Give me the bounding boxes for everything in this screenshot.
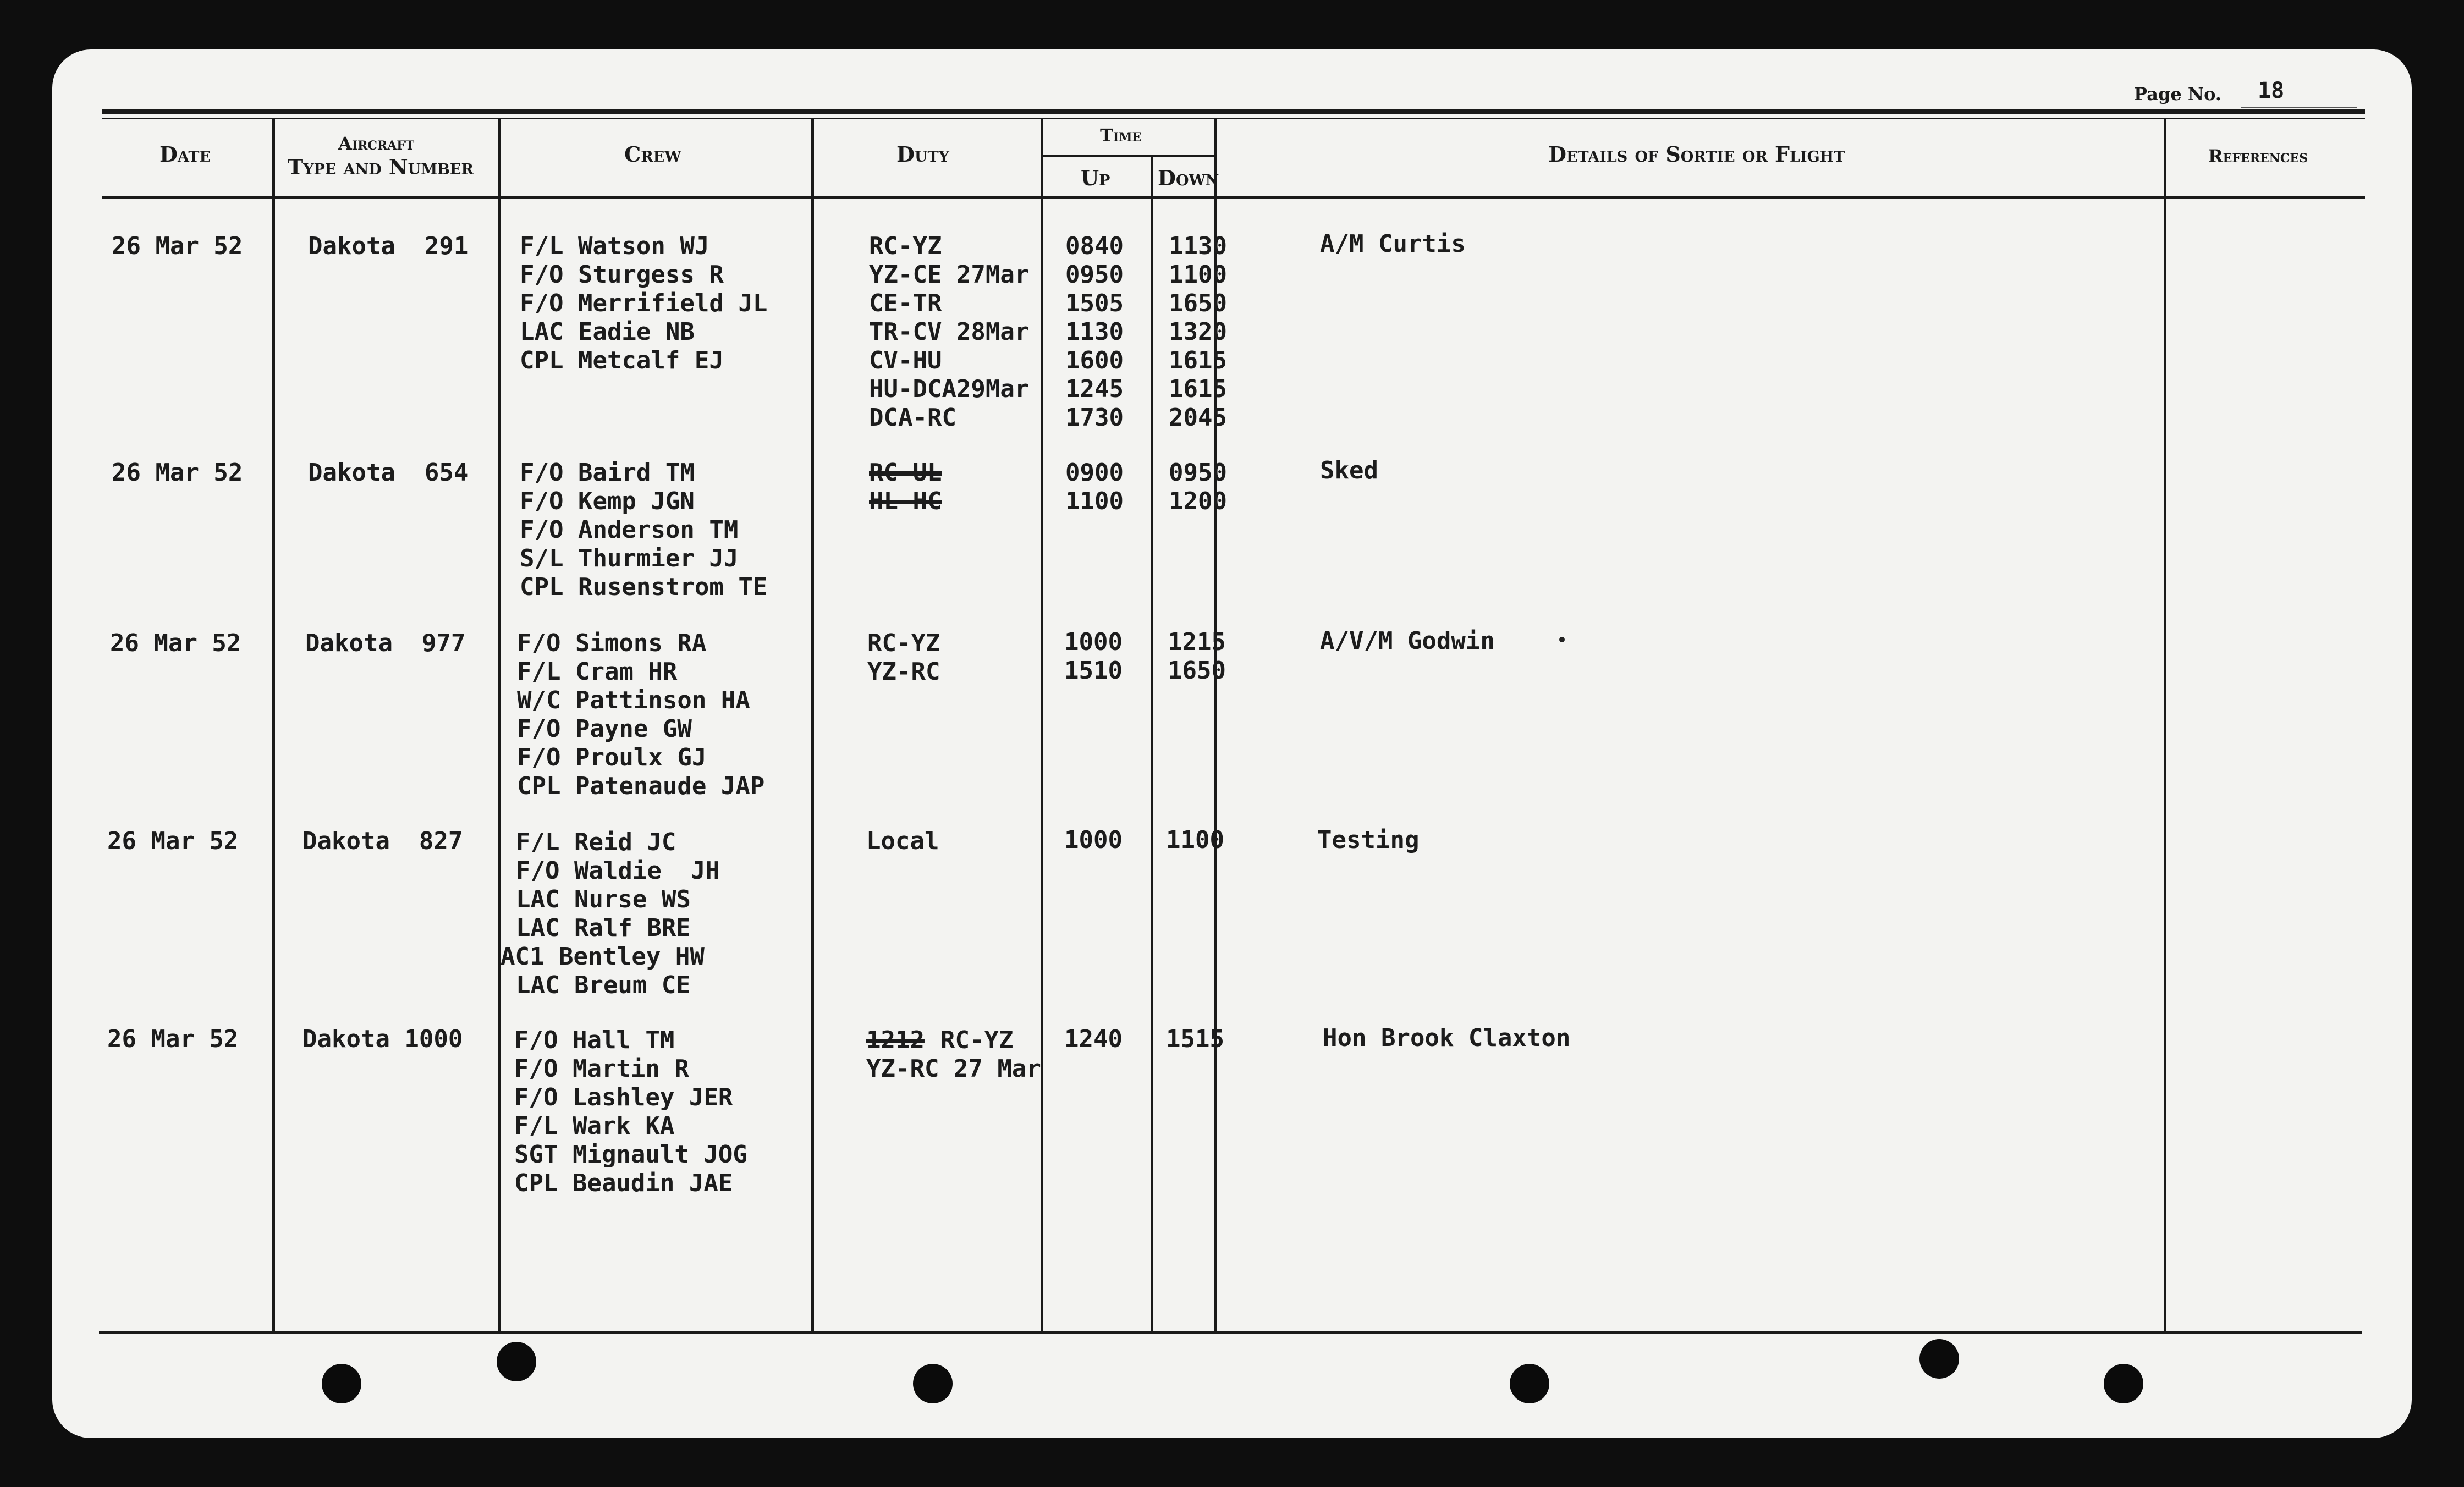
time-up: 1000 bbox=[1064, 628, 1123, 656]
entry-date: 26 Mar 52 bbox=[112, 459, 243, 487]
duty-leg: CV-HU bbox=[869, 346, 942, 374]
crew-member: F/O Merrifield JL bbox=[520, 289, 768, 317]
duty-leg: Local bbox=[866, 827, 939, 855]
duty-leg: DCA-RC bbox=[869, 404, 956, 432]
time-up: 1505 bbox=[1065, 289, 1124, 317]
entry-aircraft: Dakota 654 bbox=[308, 459, 469, 487]
header-rule bbox=[102, 196, 2365, 199]
col-rule-duty-up bbox=[1041, 118, 1043, 1331]
time-up: 0900 bbox=[1065, 459, 1124, 487]
col-rule-up-down bbox=[1151, 157, 1153, 1331]
time-down: 0950 bbox=[1169, 459, 1227, 487]
crew-member: CPL Beaudin JAE bbox=[514, 1169, 733, 1197]
header-time-up: Up bbox=[1081, 166, 1110, 190]
time-up: 0840 bbox=[1065, 232, 1124, 260]
crew-member: F/O Kemp JGN bbox=[520, 487, 695, 515]
header-crew: Crew bbox=[624, 142, 681, 167]
top-rule-thick bbox=[102, 109, 2365, 114]
duty-leg: RC-YZ bbox=[869, 232, 942, 260]
header-details: Details of Sortie or Flight bbox=[1548, 142, 1845, 167]
duty-leg: YZ-RC 27 Mar bbox=[866, 1055, 1041, 1083]
time-down: 1100 bbox=[1166, 826, 1224, 854]
entry-details: Testing bbox=[1317, 826, 1420, 854]
crew-member: F/L Wark KA bbox=[514, 1112, 675, 1140]
punch-hole bbox=[497, 1342, 536, 1381]
entry-details: Hon Brook Claxton bbox=[1323, 1024, 1571, 1052]
duty-leg: CE-TR bbox=[869, 289, 942, 317]
crew-member: F/O Waldie JH bbox=[516, 857, 720, 885]
time-up: 0950 bbox=[1065, 261, 1124, 289]
crew-member: F/O Anderson TM bbox=[520, 516, 739, 544]
header-references: References bbox=[2208, 146, 2308, 167]
time-down: 1615 bbox=[1169, 346, 1227, 374]
entry-date: 26 Mar 52 bbox=[112, 232, 243, 260]
duty-leg: YZ-RC bbox=[867, 658, 941, 686]
col-rule-aircraft-crew bbox=[498, 118, 501, 1331]
crew-member: SGT Mignault JOG bbox=[514, 1141, 747, 1169]
record-card bbox=[52, 49, 2412, 1438]
crew-member: F/O Hall TM bbox=[514, 1026, 675, 1054]
punch-hole bbox=[1510, 1364, 1549, 1403]
top-rule-thin bbox=[102, 118, 2365, 119]
time-up: 1510 bbox=[1064, 657, 1123, 685]
duty-leg: RC-YZ bbox=[867, 629, 941, 657]
header-date: Date bbox=[160, 142, 211, 167]
time-down: 1130 bbox=[1169, 232, 1227, 260]
crew-member: F/L Watson WJ bbox=[520, 232, 710, 260]
crew-member: F/O Payne GW bbox=[517, 715, 692, 743]
time-down: 1100 bbox=[1169, 261, 1227, 289]
time-up: 1130 bbox=[1065, 318, 1124, 346]
crew-member: LAC Breum CE bbox=[516, 971, 691, 999]
bottom-rule bbox=[99, 1331, 2362, 1334]
crew-member: CPL Rusenstrom TE bbox=[520, 573, 768, 601]
duty-struck-value: 1212 bbox=[866, 1026, 925, 1054]
time-down: 1200 bbox=[1169, 487, 1227, 515]
crew-member: LAC Nurse WS bbox=[516, 885, 691, 913]
entry-date: 26 Mar 52 bbox=[107, 827, 239, 855]
time-split-rule bbox=[1042, 155, 1216, 157]
punch-hole bbox=[322, 1364, 361, 1403]
header-duty: Duty bbox=[897, 142, 949, 167]
entry-details: A/M Curtis bbox=[1320, 230, 1466, 258]
punch-hole bbox=[1920, 1339, 1959, 1379]
crew-member: S/L Thurmier JJ bbox=[520, 544, 739, 572]
header-time: Time bbox=[1100, 125, 1142, 146]
crew-member: F/O Lashley JER bbox=[514, 1083, 733, 1111]
entry-date: 26 Mar 52 bbox=[110, 629, 241, 657]
time-up: 1100 bbox=[1065, 487, 1124, 515]
entry-date: 26 Mar 52 bbox=[107, 1025, 239, 1053]
header-aircraft-line1: Aircraft bbox=[338, 133, 415, 154]
entry-aircraft: Dakota 291 bbox=[308, 232, 469, 260]
crew-member: F/L Reid JC bbox=[516, 828, 676, 856]
time-up: 1730 bbox=[1065, 404, 1124, 432]
crew-member: AC1 Bentley HW bbox=[501, 943, 705, 971]
punch-hole bbox=[913, 1364, 953, 1403]
time-up: 1600 bbox=[1065, 346, 1124, 374]
crew-member: F/O Martin R bbox=[514, 1055, 689, 1083]
crew-member: LAC Ralf BRE bbox=[516, 914, 691, 942]
entry-aircraft: Dakota 1000 bbox=[302, 1025, 463, 1053]
crew-member: F/L Cram HR bbox=[517, 658, 678, 686]
duty-leg-struck: HL-HC bbox=[869, 487, 942, 515]
page-number: 18 bbox=[2258, 78, 2285, 103]
time-up: 1000 bbox=[1064, 826, 1123, 854]
duty-leg: TR-CV 28Mar bbox=[869, 318, 1030, 346]
time-down: 1650 bbox=[1169, 289, 1227, 317]
page-number-underline bbox=[2241, 107, 2357, 108]
stray-mark bbox=[1559, 637, 1565, 642]
header-aircraft-line2: Type and Number bbox=[288, 155, 474, 179]
crew-member: F/O Baird TM bbox=[520, 459, 695, 487]
crew-member: F/O Proulx GJ bbox=[517, 744, 707, 772]
time-down: 1615 bbox=[1169, 375, 1227, 403]
crew-member: CPL Metcalf EJ bbox=[520, 346, 724, 374]
time-up: 1245 bbox=[1065, 375, 1124, 403]
duty-leg-struck: RC-UL bbox=[869, 459, 942, 487]
entry-details: Sked bbox=[1320, 456, 1378, 484]
time-down: 1515 bbox=[1166, 1025, 1224, 1053]
time-down: 1650 bbox=[1168, 657, 1226, 685]
duty-leg: RC-YZ bbox=[941, 1026, 1014, 1054]
time-down: 1320 bbox=[1169, 318, 1227, 346]
time-up: 1240 bbox=[1064, 1025, 1123, 1053]
crew-member: W/C Pattinson HA bbox=[517, 686, 750, 714]
punch-hole bbox=[2104, 1364, 2143, 1403]
entry-aircraft: Dakota 827 bbox=[302, 827, 463, 855]
crew-member: CPL Patenaude JAP bbox=[517, 772, 765, 800]
time-down: 2045 bbox=[1169, 404, 1227, 432]
crew-member: F/O Sturgess R bbox=[520, 261, 724, 289]
duty-leg: HU-DCA29Mar bbox=[869, 375, 1030, 403]
crew-member: F/O Simons RA bbox=[517, 629, 707, 657]
entry-details: A/V/M Godwin bbox=[1320, 627, 1495, 655]
page-number-label: Page No. bbox=[2134, 84, 2221, 104]
entry-aircraft: Dakota 977 bbox=[305, 629, 466, 657]
header-time-down: Down bbox=[1158, 166, 1219, 190]
duty-leg: YZ-CE 27Mar bbox=[869, 261, 1030, 289]
col-rule-details-references bbox=[2164, 118, 2166, 1331]
crew-member: LAC Eadie NB bbox=[520, 318, 695, 346]
col-rule-date-aircraft bbox=[272, 118, 275, 1331]
time-down: 1215 bbox=[1168, 628, 1226, 656]
col-rule-crew-duty bbox=[811, 118, 814, 1331]
